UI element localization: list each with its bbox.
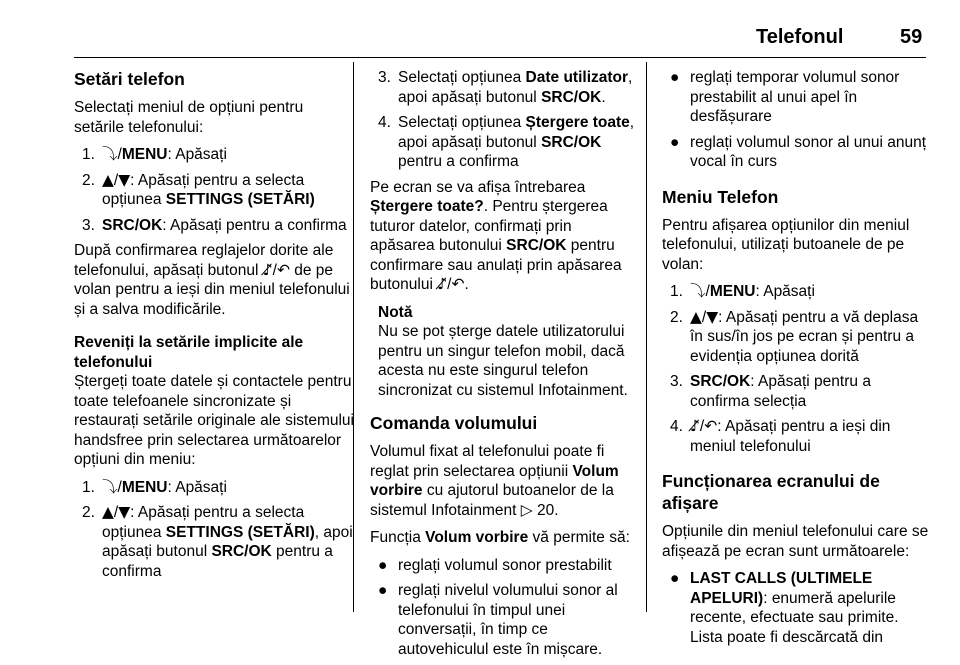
step-text: pentru a confirma: [102, 543, 333, 580]
bullet-text: reglați volumul sonor al unui anunț vocal în curs: [690, 133, 927, 170]
step-number: 2.: [670, 308, 683, 326]
delete-all-key: Ștergere toate: [525, 114, 630, 131]
heading-phone-menu: Meniu Telefon: [662, 186, 779, 207]
paragraph-text: Pe ecran se va afișa întrebarea: [370, 178, 586, 196]
menu-icon: ⤵: [102, 477, 118, 496]
step-text: : Apăsați pentru a selecta opțiunea: [102, 171, 305, 208]
bullet-dot: ●: [378, 582, 388, 599]
intro-paragraph: Selectați meniul de opțiuni pentru setările telefonului:: [74, 99, 304, 136]
bullet-dot: ●: [378, 556, 388, 574]
paragraph-text: .: [464, 276, 469, 293]
volume-bullet-2: [370, 581, 640, 659]
reset-step-3: [370, 68, 640, 107]
step-number: 3.: [670, 373, 683, 390]
settings-step-3: [74, 216, 354, 236]
step-text: , apoi apăsați butonul: [398, 114, 635, 151]
delete-all-question: Ștergere toate?: [370, 198, 484, 215]
src-ok-key: SRC/OK: [102, 216, 163, 234]
step-text: Selectați opțiunea: [398, 69, 526, 86]
reset-paragraph: Ștergeți toate datele și contactele pentru toate telefoanele sincronizate și restaurați setările originale ale sistemului handsfree prin selectarea următoarelor opțiuni din meniu:: [74, 373, 354, 468]
bullet-dot: ●: [670, 570, 680, 587]
volume-bullet-3: [662, 68, 932, 127]
paragraph-text: de pe volan pentru a ieși din meniul telefonului și a salva modificările.: [74, 261, 350, 318]
header-rule: [74, 57, 926, 58]
confirm-delete-paragraph: Pe ecran se va afișa întrebarea Ștergere toate?. Pentru ștergerea tuturor datelor, confirmați prin apăsarea butonului SRC/OK pentru confirmare sau anulați prin apăsarea butonului ♪̸/↶.: [370, 178, 622, 293]
header-title: Telefonul: [756, 26, 844, 48]
menu-step-4: 4. ♪̸/↶: Apăsați pentru a ieși din meniul telefonului: [670, 417, 891, 455]
column-1: [74, 68, 354, 587]
step-text: pentru a confirma: [398, 153, 519, 170]
bullet-dot: ●: [670, 69, 680, 86]
up-arrow-icon: ▲: [102, 503, 114, 521]
menu-icon: ⤵: [690, 282, 706, 300]
column-3: [662, 68, 932, 653]
paragraph-text: După confirmarea reglajelor dorite ale telefonului, apăsați butonul: [74, 242, 334, 279]
menu-step-1: 1. ⤵/MENU: Apăsați: [670, 282, 815, 300]
volume-bullet-1: [370, 556, 640, 576]
volume-bullet-4: [662, 133, 932, 172]
step-text: , apoi apăsați butonul: [398, 69, 633, 106]
step-text: : Apăsați pentru a confirma selecția: [690, 373, 871, 410]
back-icon: ↶: [451, 275, 465, 293]
step-number: 2.: [82, 504, 95, 521]
page-reference: ▷ 20.: [520, 501, 559, 519]
paragraph-text: vă permite să:: [528, 529, 630, 546]
note-box: [370, 303, 640, 401]
bullet-dot: ●: [670, 133, 680, 151]
phone-menu-paragraph: Pentru afișarea opțiunilor din meniul telefonului, utilizați butoanele de pe volan:: [662, 216, 910, 273]
reset-step-4: [370, 113, 640, 172]
last-calls-key: LAST CALLS (ULTIMELE APELURI): [690, 570, 873, 607]
heading-display-operation: Funcționarea ecranului de afișare: [662, 471, 880, 513]
step-text: : Apăsați: [167, 146, 227, 163]
paragraph-text: pentru confirmare sau anulați prin apăsarea butonului: [370, 237, 622, 293]
back-icon: ↶: [276, 260, 290, 279]
note-text: Nu se pot șterge datele utilizatorului pentru un singur telefon mobil, dacă acesta nu este singurul telefon sincronizat cu sistemul Infotainment.: [378, 323, 628, 399]
src-ok-key: SRC/OK: [541, 88, 602, 106]
user-data-key: Date utilizator: [525, 69, 629, 86]
last-calls-bullet: [662, 569, 932, 647]
down-arrow-icon: ▼: [118, 170, 131, 189]
settings-key: SETTINGS (SETĂRI): [165, 191, 315, 208]
step-text: : Apăsați pentru a ieși din meniul telefonului: [690, 418, 891, 455]
mute-icon: ♪̸: [437, 275, 448, 293]
step-text: : Apăsați: [755, 283, 815, 300]
step-text: : Apăsați pentru a vă deplasa în sus/în jos pe ecran și pentru a evidenția opțiunea dorită: [690, 308, 919, 365]
up-arrow-icon: ▲: [690, 307, 702, 326]
step-number: 2.: [82, 171, 95, 189]
settings-step-1: 1. ⤵/MENU: Apăsați: [82, 145, 227, 163]
note-title: Notă: [378, 303, 413, 321]
back-icon: ↶: [704, 417, 718, 435]
page-header: [0, 0, 960, 62]
step-number: 4.: [670, 418, 683, 435]
column-divider-2: [646, 62, 647, 612]
step-text: .: [601, 88, 606, 106]
volume-paragraph: [370, 442, 640, 520]
menu-key: MENU: [709, 283, 756, 300]
step-number: 3.: [378, 69, 391, 86]
menu-step-3: [662, 372, 932, 411]
menu-icon: ⤵: [102, 145, 118, 163]
bullet-text: reglați nivelul volumului sonor al telefonului în timpul unei conversații, în timp ce autovehiculul este în mișcare.: [398, 582, 618, 658]
step-number: 1.: [82, 478, 95, 496]
bullet-text: : enumeră apelurile recente, efectuate sau primite. Lista poate fi descărcată din: [690, 589, 899, 646]
src-ok-key: SRC/OK: [541, 133, 602, 151]
src-ok-key: SRC/OK: [690, 373, 751, 390]
heading-reset-defaults: Reveniți la setările implicite ale telefonului: [74, 334, 304, 371]
up-arrow-icon: ▲: [102, 170, 114, 189]
down-arrow-icon: ▼: [118, 503, 131, 521]
step-text: , apoi apăsați butonul: [102, 523, 353, 560]
paragraph-text: . Pentru ștergerea tuturor datelor, confirmați prin apăsarea butonului: [370, 198, 608, 254]
volum-vorbire-key: Volum vorbire: [425, 529, 529, 546]
reset-step-2: 2. ▲/▼: Apăsați pentru a selecta opțiunea SETTINGS (SETĂRI), apoi apăsați butonul SRC/OK pentru a confirma: [82, 503, 353, 580]
step-number: 4.: [378, 114, 391, 131]
paragraph-text: Volumul fixat al telefonului poate fi reglat prin selectarea opțiunii: [370, 443, 605, 480]
mute-icon: ♪̸: [262, 260, 273, 279]
bullet-text: reglați volumul sonor prestabilit: [398, 556, 612, 574]
step-number: 1.: [82, 146, 95, 163]
menu-key: MENU: [121, 146, 168, 163]
mute-icon: ♪̸: [690, 417, 700, 435]
after-settings-paragraph: După confirmarea reglajelor dorite ale telefonului, apăsați butonul ♪̸/↶ de pe volan pentru a ieși din meniul telefonului și a salva modificările.: [74, 242, 350, 318]
down-arrow-icon: ▼: [706, 307, 719, 326]
volum-vorbire-key: Volum vorbire: [370, 462, 619, 499]
step-text: Selectați opțiunea: [398, 114, 526, 131]
function-paragraph: [370, 528, 640, 548]
page-number: 59: [900, 26, 923, 48]
reset-step-1: 1. ⤵/MENU: Apăsați: [82, 477, 227, 496]
src-ok-key: SRC/OK: [506, 237, 567, 254]
bullet-text: reglați temporar volumul sonor prestabilit al unui apel în desfășurare: [690, 69, 900, 125]
menu-step-2: 2. ▲/▼: Apăsați pentru a vă deplasa în sus/în jos pe ecran și pentru a evidenția opțiunea dorită: [670, 307, 919, 365]
step-text: : Apăsați pentru a confirma: [162, 216, 347, 234]
column-2: [370, 68, 640, 665]
src-ok-key: SRC/OK: [211, 543, 272, 560]
display-paragraph: Opțiunile din meniul telefonului care se afișează pe ecran sunt următoarele:: [662, 523, 929, 560]
menu-key: MENU: [121, 478, 168, 496]
settings-step-2: 2. ▲/▼: Apăsați pentru a selecta opțiunea SETTINGS (SETĂRI): [82, 170, 315, 208]
heading-phone-settings: Setări telefon: [74, 69, 185, 89]
paragraph-text: cu ajutorul butoanelor de la sistemul Infotainment: [370, 482, 614, 519]
step-number: 1.: [670, 283, 683, 300]
step-number: 3.: [82, 216, 95, 234]
heading-volume-control: Comanda volumului: [370, 413, 538, 433]
paragraph-text: Funcția: [370, 529, 426, 546]
settings-key: SETTINGS (SETĂRI): [165, 523, 315, 541]
step-text: : Apăsați pentru a selecta opțiunea: [102, 504, 305, 541]
step-text: : Apăsați: [167, 478, 227, 496]
